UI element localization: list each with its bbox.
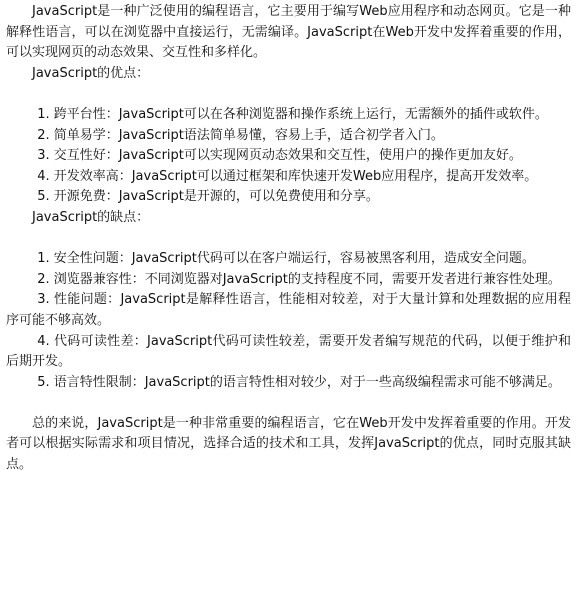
disadvantage-item: 4. 代码可读性差：JavaScript代码可读性较差，需要开发者编写规范的代码，以便于维护和后期开发。 <box>6 333 571 370</box>
advantages-heading: JavaScript的优点： <box>32 65 150 81</box>
advantage-item: 4. 开发效率高：JavaScript可以通过框架和库快速开发Web应用程序，提高开发效率。 <box>37 168 538 184</box>
blank-line <box>6 84 571 105</box>
intro-paragraph: JavaScript是一种广泛使用的编程语言，它主要用于编写Web应用程序和动态网页。它是一种解释性语言，可以在浏览器中直接运行，无需编译。JavaScript在Web开发中发挥着重要的作用，可以实现网页的动态效果、交互性和多样化。 <box>6 4 571 61</box>
conclusion-paragraph: 总的来说，JavaScript是一种非常重要的编程语言，它在Web开发中发挥着重要的作用。开发者可以根据实际需求和项目情况，选择合适的技术和工具，发挥JavaScript的优点，同时克服其缺点。 <box>6 415 571 473</box>
advantage-item: 2. 简单易学：JavaScript语法简单易懂，容易上手，适合初学者入门。 <box>37 127 444 143</box>
disadvantage-item: 2. 浏览器兼容性：不同浏览器对JavaScript的支持程度不同，需要开发者进行兼容性处理。 <box>37 271 561 287</box>
advantage-item: 1. 跨平台性：JavaScript可以在各种浏览器和操作系统上运行，无需额外的插件或软件。 <box>37 106 548 122</box>
blank-line <box>6 393 571 414</box>
disadvantages-heading: JavaScript的缺点： <box>32 209 150 225</box>
disadvantage-item: 3. 性能问题：JavaScript是解释性语言，性能相对较差，对于大量计算和处理数据的应用程序可能不够高效。 <box>6 292 571 328</box>
disadvantage-item: 1. 安全性问题：JavaScript代码可以在客户端运行，容易被黑客利用，造成安全问题。 <box>37 251 535 267</box>
advantage-item: 3. 交互性好：JavaScript可以实现网页动态效果和交互性，使用户的操作更加友好。 <box>37 148 522 164</box>
disadvantage-item: 5. 语言特性限制：JavaScript的语言特性相对较少，对于一些高级编程需求可能不够满足。 <box>37 374 561 390</box>
advantage-item: 5. 开源免费：JavaScript是开源的，可以免费使用和分享。 <box>37 189 379 205</box>
blank-line <box>6 229 571 250</box>
